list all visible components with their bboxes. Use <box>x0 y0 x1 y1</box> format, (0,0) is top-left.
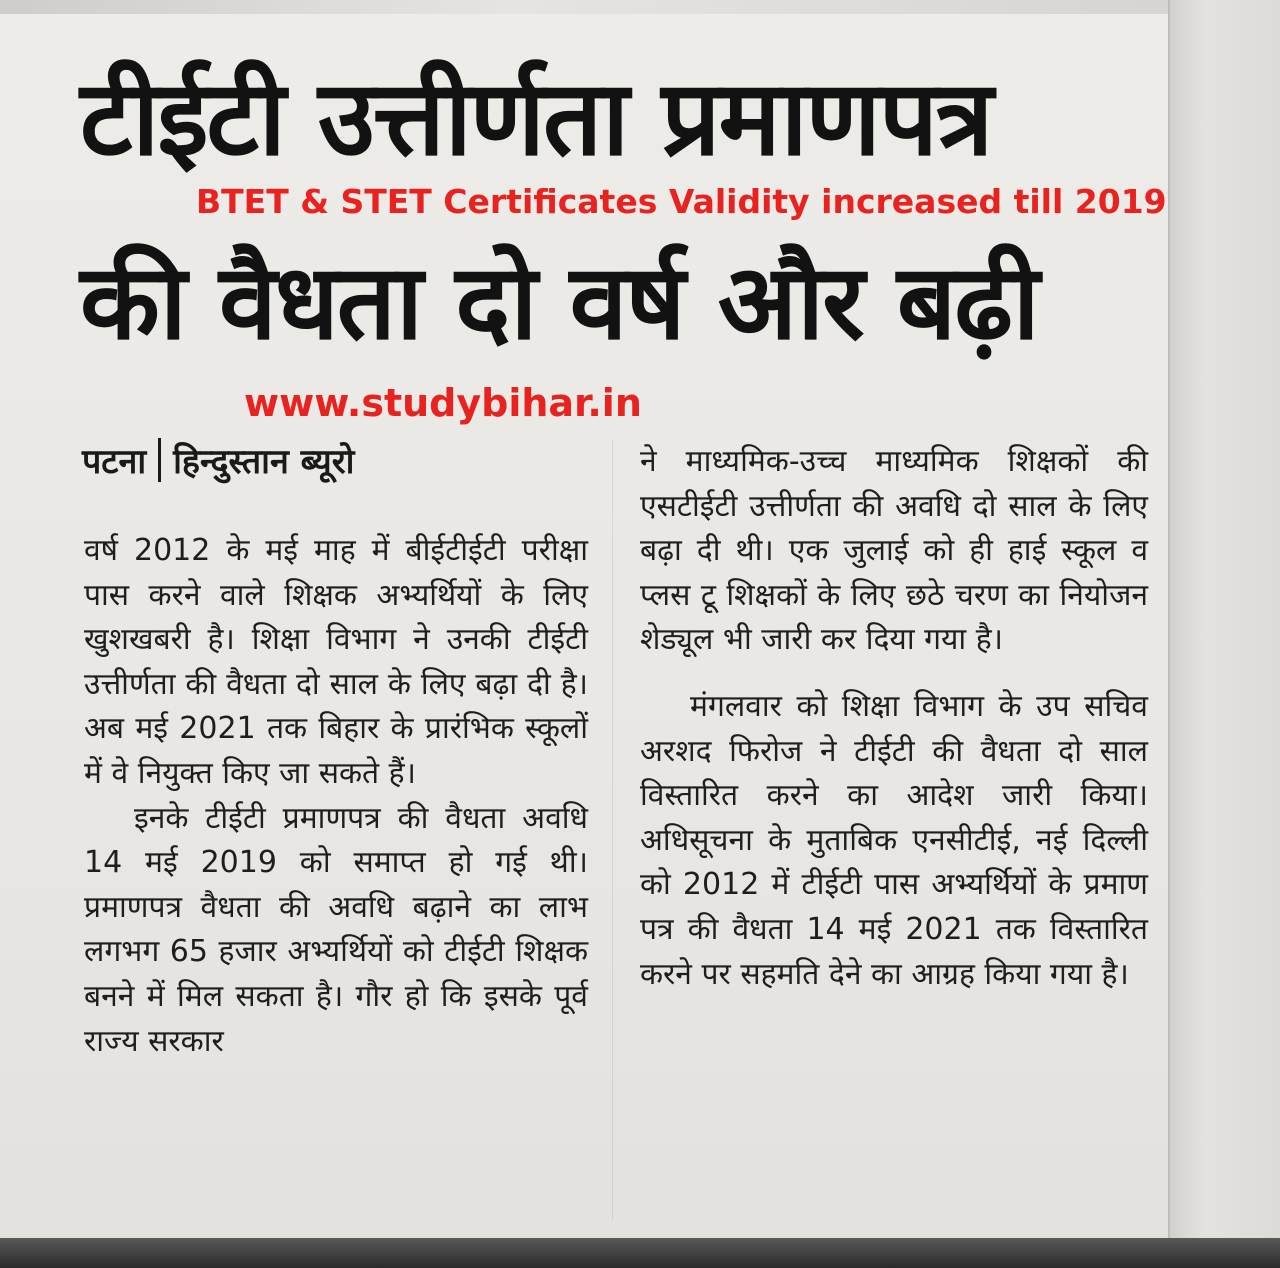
website-watermark: www.studybihar.in <box>244 381 642 425</box>
top-edge <box>0 0 1280 14</box>
paragraph-gap <box>640 663 1148 685</box>
bottom-edge <box>0 1238 1280 1268</box>
article-paragraph: वर्ष 2012 के मई माह में बीईटीईटी परीक्षा पास करने वाले शिक्षक अभ्यर्थियों के लिए खुशखबरी है। शिक्षा विभाग ने उनकी टीईटी उत्तीर्णता की वैधता दो साल के लिए बढ़ा दी है। अब मई 2021 तक बिहार के प्रारंभिक स्कूलों में वे नियुक्त किए जा सकते हैं। <box>84 533 588 791</box>
article-paragraph: इनके टीईटी प्रमाणपत्र की वैधता अवधि 14 मई 2019 को समाप्त हो गई थी। प्रमाणपत्र वैधता की अवधि बढ़ाने का लाभ लगभग 65 हजार अभ्यर्थियों को टीईटी शिक्षक बनने में मिल सकता है। गौर हो कि इसके पूर्व राज्य सरकार <box>84 800 588 1059</box>
headline-line-2: की वैधता दो वर्ष और बढ़ी <box>80 241 1038 363</box>
article-column-right <box>640 440 1148 997</box>
dateline-bureau: हिन्दुस्तान ब्यूरो <box>173 442 355 482</box>
english-caption-overlay: BTET & STET Certificates Validity increased till 2019 <box>196 182 1167 221</box>
dateline-city: पटना <box>82 442 147 482</box>
article-column-left <box>84 529 588 1064</box>
dateline <box>82 432 355 488</box>
headline-line-1: टीईटी उत्तीर्णता प्रमाणपत्र <box>80 57 992 179</box>
dateline-separator <box>158 438 161 482</box>
article-paragraph: मंगलवार को शिक्षा विभाग के उप सचिव अरशद फिरोज ने टीईटी की वैधता दो साल विस्तारित करने का आदेश जारी किया। अधिसूचना के मुताबिक एनसीटीई, नई दिल्ली को 2012 में टीईटी पास अभ्यर्थियों के प्रमाण पत्र की वैधता 14 मई 2021 तक विस्तारित करने पर सहमति देने का आग्रह किया गया है। <box>640 688 1148 992</box>
article-paragraph: ने माध्यमिक-उच्च माध्यमिक शिक्षकों की एसटीईटी उत्तीर्णता की अवधि दो साल के लिए बढ़ा दी थी। एक जुलाई को ही हाई स्कूल व प्लस टू शिक्षकों के लिए छठे चरण का नियोजन शेड्यूल भी जारी कर दिया गया है। <box>640 444 1148 658</box>
column-divider <box>612 440 613 1220</box>
